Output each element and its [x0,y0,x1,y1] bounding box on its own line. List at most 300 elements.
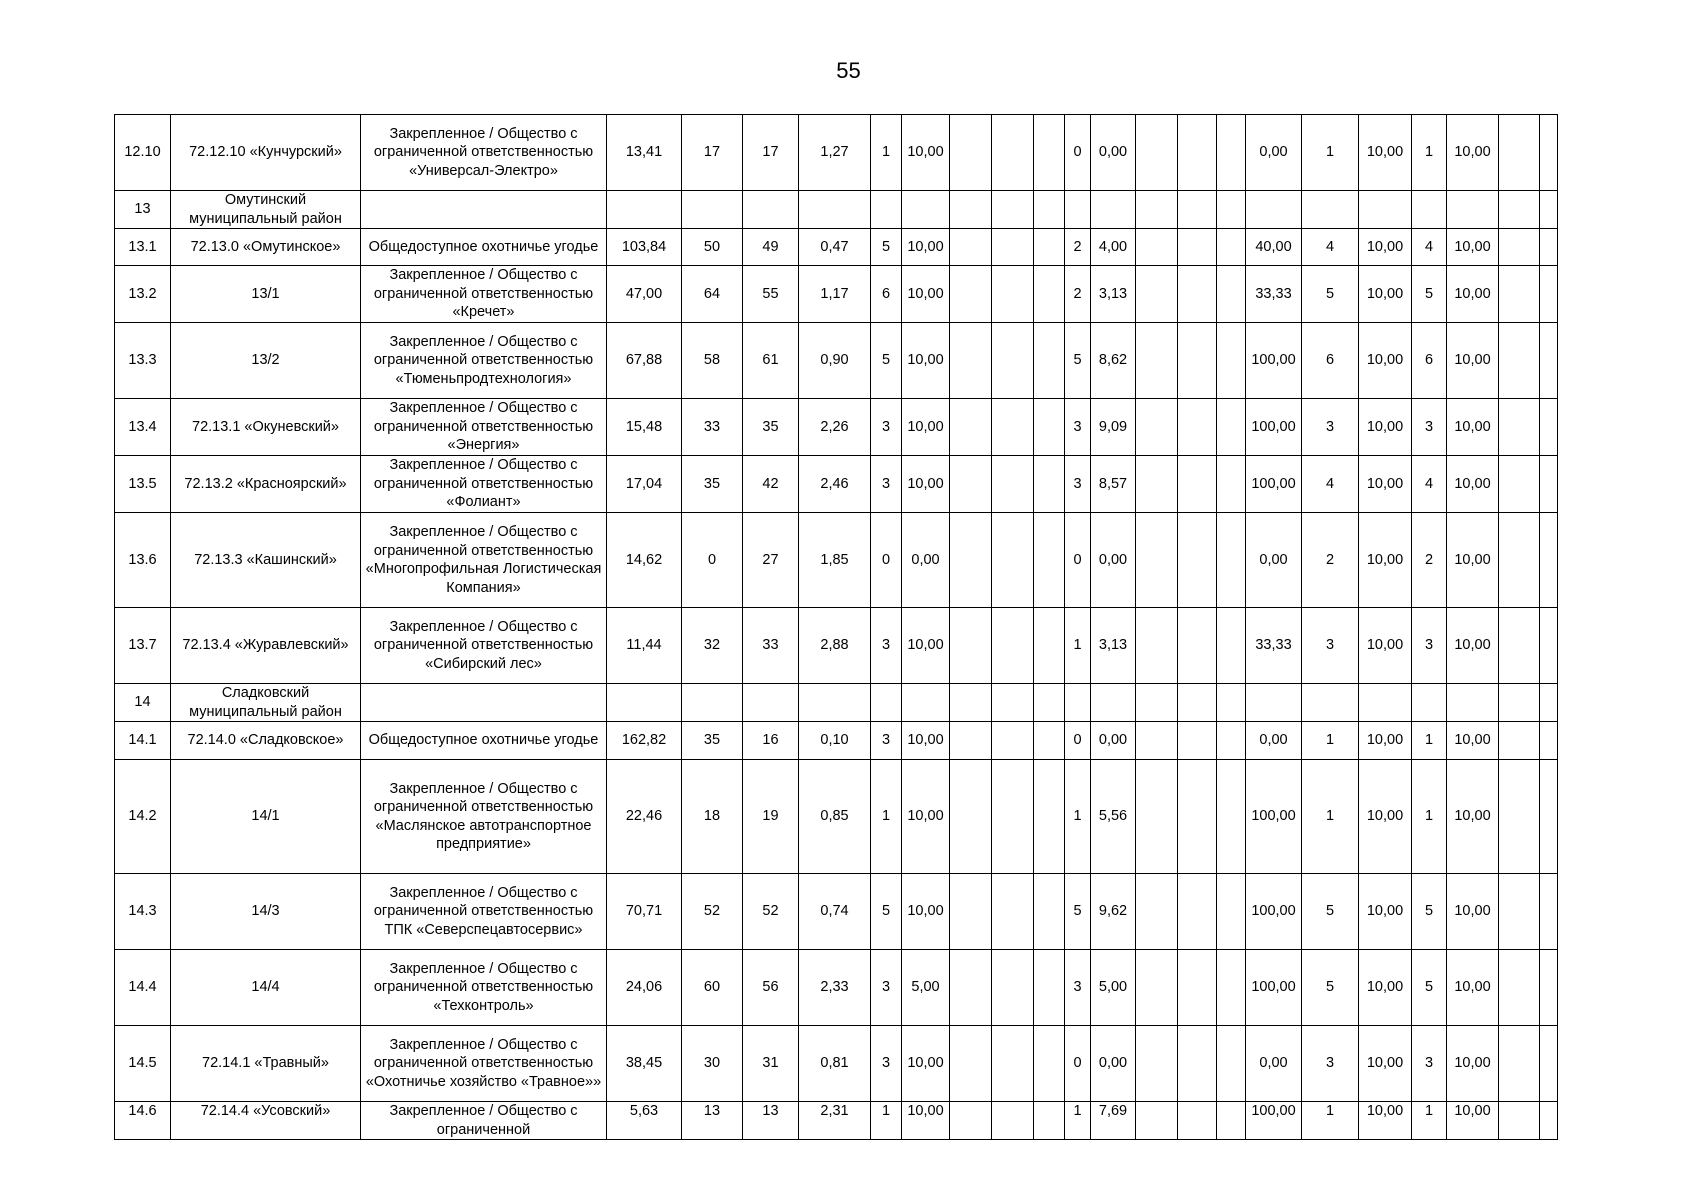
table-cell [1034,874,1065,950]
table-cell [1217,722,1246,760]
table-cell: 12.10 [115,115,171,191]
table-cell: 35 [682,456,743,513]
table-cell: 10,00 [1359,513,1412,608]
table-cell: 35 [682,722,743,760]
table-cell [1499,399,1540,456]
table-cell: 72.14.4 «Усовский» [171,1102,361,1140]
table-cell: 10,00 [902,874,950,950]
table-cell: 18 [682,760,743,874]
table-cell: 0 [871,513,902,608]
table-cell: 10,00 [902,323,950,399]
table-cell: 24,06 [607,950,682,1026]
table-cell [871,191,902,229]
table-cell [1136,191,1178,229]
table-cell: 3 [1302,1026,1359,1102]
table-cell: 13.5 [115,456,171,513]
table-cell: 10,00 [1447,1026,1499,1102]
table-cell: 10,00 [902,399,950,456]
table-cell [1034,1026,1065,1102]
table-cell: 13.1 [115,229,171,266]
table-cell: 10,00 [1359,874,1412,950]
table-cell: 13/1 [171,266,361,323]
table-cell: 67,88 [607,323,682,399]
table-row [115,760,1558,874]
table-cell: 1 [1302,115,1359,191]
table-cell [950,950,992,1026]
table-cell [607,191,682,229]
table-cell: 5,00 [902,950,950,1026]
table-cell: 31 [743,1026,799,1102]
table-cell [1499,1026,1540,1102]
table-cell: 10,00 [1359,760,1412,874]
table-cell [1217,950,1246,1026]
table-cell [1217,399,1246,456]
table-cell [1178,760,1217,874]
table-cell: 10,00 [1447,399,1499,456]
table-cell [950,513,992,608]
table-cell [1178,456,1217,513]
table-cell [1217,874,1246,950]
table-cell [1540,399,1558,456]
table-cell: 64 [682,266,743,323]
table-cell [1034,115,1065,191]
table-cell: 72.14.1 «Травный» [171,1026,361,1102]
table-cell: 100,00 [1246,950,1302,1026]
table-cell [1359,684,1412,722]
table-cell: 10,00 [902,229,950,266]
table-cell [1091,684,1136,722]
table-cell: Закрепленное / Общество с ограниченной ответственностью «Кречет» [361,266,607,323]
table-cell [1178,266,1217,323]
table-cell: 5,63 [607,1102,682,1140]
table-row [115,229,1558,266]
table-cell [1499,229,1540,266]
table-cell: 6 [1412,323,1447,399]
page-number: 55 [836,58,861,83]
table-cell: 0,90 [799,323,871,399]
table-cell [1540,323,1558,399]
table-cell [1034,229,1065,266]
table-row [115,191,1558,229]
table-cell: 10,00 [902,1026,950,1102]
table-cell: 14.1 [115,722,171,760]
table-cell: 10,00 [902,1102,950,1140]
table-cell [1359,191,1412,229]
table-cell: 100,00 [1246,323,1302,399]
table-cell: Сладковский муниципальный район [171,684,361,722]
table-cell: 5 [1065,323,1091,399]
table-cell: 13 [682,1102,743,1140]
table-cell: 0,85 [799,760,871,874]
table-cell: 10,00 [1447,1102,1499,1140]
table-cell [992,950,1034,1026]
table-cell: 55 [743,266,799,323]
table-cell [1412,684,1447,722]
table-cell [1136,874,1178,950]
table-cell [1540,456,1558,513]
table-cell: 40,00 [1246,229,1302,266]
table-cell [1136,760,1178,874]
table-cell: 10,00 [1359,399,1412,456]
table-cell: 1 [871,760,902,874]
table-cell [1136,229,1178,266]
table-cell: 14/4 [171,950,361,1026]
table-cell [1136,1102,1178,1140]
table-cell [1217,513,1246,608]
table-cell [799,191,871,229]
table-cell: 10,00 [1359,229,1412,266]
table-cell: 0,47 [799,229,871,266]
table-cell: 5,56 [1091,760,1136,874]
table-cell: 1 [1412,115,1447,191]
table-row [115,874,1558,950]
table-cell [1302,684,1359,722]
table-cell: 17 [743,115,799,191]
table-cell: 1 [1302,722,1359,760]
table-cell [1178,399,1217,456]
table-cell: Закрепленное / Общество с ограниченной ответственностью «Тюменьпродтехнология» [361,323,607,399]
table-cell: 16 [743,722,799,760]
table-cell: 0 [1065,722,1091,760]
table-cell [992,874,1034,950]
table-cell: 14.6 [115,1102,171,1140]
table-cell: 33,33 [1246,266,1302,323]
table-cell: 1 [1412,1102,1447,1140]
table-cell: 0,00 [1246,1026,1302,1102]
table-cell [1178,874,1217,950]
table-cell: 10,00 [1447,950,1499,1026]
table-cell: 17,04 [607,456,682,513]
table-cell [1178,1102,1217,1140]
table-cell: 4 [1412,456,1447,513]
table-cell: 0,00 [902,513,950,608]
table-cell: 5 [1302,874,1359,950]
table-cell: 10,00 [1359,1026,1412,1102]
table-cell [1178,229,1217,266]
table-cell: 33,33 [1246,608,1302,684]
table-cell: 3 [871,722,902,760]
table-cell [950,760,992,874]
table-cell: 14,62 [607,513,682,608]
table-cell [950,874,992,950]
table-cell: 3 [871,399,902,456]
table-cell [1540,115,1558,191]
table-cell: 6 [871,266,902,323]
table-cell [1034,513,1065,608]
table-cell: 5 [1302,266,1359,323]
table-cell [1499,266,1540,323]
table-cell: 10,00 [1359,266,1412,323]
table-cell: Омутинский муниципальный район [171,191,361,229]
table-cell [950,608,992,684]
table-cell: 0,00 [1091,513,1136,608]
table-cell [1136,722,1178,760]
table-cell [1217,760,1246,874]
table-cell [1540,874,1558,950]
table-cell [992,1102,1034,1140]
table-cell: Закрепленное / Общество с ограниченной ответственностью «Техконтроль» [361,950,607,1026]
table-cell [1136,115,1178,191]
table-cell: Закрепленное / Общество с ограниченной ответственностью «Фолиант» [361,456,607,513]
table-cell: 10,00 [1447,760,1499,874]
table-cell: 10,00 [1359,115,1412,191]
table-cell [950,323,992,399]
table-cell [682,684,743,722]
table-cell [1034,722,1065,760]
table-cell [1217,1102,1246,1140]
table-cell [1178,684,1217,722]
table-cell: 72.12.10 «Кунчурский» [171,115,361,191]
table-cell: 33 [743,608,799,684]
table-cell: 10,00 [1359,323,1412,399]
table-cell [1246,684,1302,722]
table-cell [743,684,799,722]
table-cell [950,115,992,191]
table-cell: 42 [743,456,799,513]
table-cell: 17 [682,115,743,191]
table-cell [1178,722,1217,760]
table-cell [1499,684,1540,722]
table-cell: 27 [743,513,799,608]
table-cell: 33 [682,399,743,456]
table-row [115,115,1558,191]
table-cell [950,266,992,323]
table-cell: 13.6 [115,513,171,608]
table-cell: 3 [1302,608,1359,684]
table-cell [992,191,1034,229]
table-cell [1217,684,1246,722]
table-row [115,513,1558,608]
table-cell [1302,191,1359,229]
table-cell: 14/3 [171,874,361,950]
table-cell [1034,608,1065,684]
table-cell: 61 [743,323,799,399]
table-cell [743,191,799,229]
table-cell [992,115,1034,191]
table-cell: 13.7 [115,608,171,684]
table-cell: 13,41 [607,115,682,191]
table-cell [1034,266,1065,323]
table-cell: 13 [743,1102,799,1140]
table-cell [1034,950,1065,1026]
table-cell [361,191,607,229]
table-cell: 0 [682,513,743,608]
table-cell: 10,00 [1447,608,1499,684]
table-cell [1499,1102,1540,1140]
table-cell [1217,323,1246,399]
table-cell: 30 [682,1026,743,1102]
table-cell [1034,456,1065,513]
table-cell: 5 [1412,950,1447,1026]
table-cell: 3 [871,456,902,513]
table-cell: 0 [1065,513,1091,608]
table-cell [1540,760,1558,874]
table-cell [1217,191,1246,229]
table-cell: 100,00 [1246,456,1302,513]
table-cell [1136,513,1178,608]
table-row [115,950,1558,1026]
table-cell: 5 [1302,950,1359,1026]
table-cell [1540,608,1558,684]
table-cell [1178,608,1217,684]
table-cell [1178,115,1217,191]
table-cell [1499,722,1540,760]
table-cell: 14 [115,684,171,722]
table-cell: 5 [1412,874,1447,950]
table-cell: 47,00 [607,266,682,323]
table-cell: 1,27 [799,115,871,191]
table-cell: 9,62 [1091,874,1136,950]
table-cell: 10,00 [902,722,950,760]
table-cell: 0,74 [799,874,871,950]
table-cell [871,684,902,722]
table-cell: 100,00 [1246,399,1302,456]
table-cell [1136,1026,1178,1102]
table-cell [1217,266,1246,323]
table-cell: 10,00 [902,760,950,874]
table-cell: Закрепленное / Общество с ограниченной ответственностью «Многопрофильная Логистическая Компания» [361,513,607,608]
table-cell: 0,81 [799,1026,871,1102]
table-cell [992,229,1034,266]
table-cell [1091,191,1136,229]
table-row [115,1102,1558,1140]
table-cell: 56 [743,950,799,1026]
table-row [115,266,1558,323]
table-cell: 0 [1065,1026,1091,1102]
table-cell [1246,191,1302,229]
table-cell: 10,00 [1359,608,1412,684]
table-cell: 4 [1412,229,1447,266]
table-cell: 13.2 [115,266,171,323]
table-cell [992,323,1034,399]
table-cell [1136,399,1178,456]
table-cell: 5 [1065,874,1091,950]
table-cell: 3 [1412,399,1447,456]
table-cell: 10,00 [1447,266,1499,323]
table-cell: 0,00 [1091,115,1136,191]
table-cell: 5 [871,229,902,266]
table-cell [1178,191,1217,229]
table-cell: Закрепленное / Общество с ограниченной [361,1102,607,1140]
table-cell [1136,608,1178,684]
table-cell [992,608,1034,684]
table-cell: 3 [871,1026,902,1102]
table-cell: 1,17 [799,266,871,323]
table-cell: 38,45 [607,1026,682,1102]
table-cell: 10,00 [1447,513,1499,608]
table-cell: 14.3 [115,874,171,950]
table-row [115,399,1558,456]
table-row [115,456,1558,513]
table-cell: 10,00 [902,608,950,684]
table-cell: 162,82 [607,722,682,760]
table-cell: 4 [1302,229,1359,266]
table-cell: 52 [682,874,743,950]
table-cell: 35 [743,399,799,456]
table-cell [1499,513,1540,608]
table-cell: 3 [1065,456,1091,513]
table-cell [1034,684,1065,722]
table-cell: 8,57 [1091,456,1136,513]
table-cell: 10,00 [1359,950,1412,1026]
table-cell [992,1026,1034,1102]
table-cell: 2,26 [799,399,871,456]
table-cell: 10,00 [1447,115,1499,191]
table-cell: 10,00 [902,115,950,191]
table-cell [950,1026,992,1102]
table-cell: 32 [682,608,743,684]
table-cell: 10,00 [1359,722,1412,760]
table-cell: 3 [871,950,902,1026]
table-cell: 2 [1065,229,1091,266]
table-cell: 0,00 [1091,1026,1136,1102]
table-cell: 1 [1302,1102,1359,1140]
table-cell: 100,00 [1246,874,1302,950]
table-cell [950,229,992,266]
table-row [115,608,1558,684]
table-cell [1217,456,1246,513]
table-row [115,684,1558,722]
table-cell [1499,608,1540,684]
table-cell [902,191,950,229]
table-cell: 22,46 [607,760,682,874]
table-cell [1034,1102,1065,1140]
table-cell [682,191,743,229]
table-cell: 1 [1302,760,1359,874]
table-cell [950,399,992,456]
table-cell: 3 [1065,950,1091,1026]
table-cell [1412,191,1447,229]
table-cell [1499,323,1540,399]
table-cell [361,684,607,722]
table-cell: 100,00 [1246,1102,1302,1140]
table-cell [1217,115,1246,191]
table-cell [992,399,1034,456]
table-cell: 0,00 [1091,722,1136,760]
table-cell: 72.13.1 «Окуневский» [171,399,361,456]
table-cell: Общедоступное охотничье угодье [361,229,607,266]
table-cell [992,266,1034,323]
table-cell: 5 [871,323,902,399]
table-row [115,323,1558,399]
table-cell: 1 [1065,608,1091,684]
table-cell: 7,69 [1091,1102,1136,1140]
table-cell: 10,00 [1447,323,1499,399]
table-cell [950,191,992,229]
table-cell: 15,48 [607,399,682,456]
table-cell: 60 [682,950,743,1026]
table-cell: 0,10 [799,722,871,760]
table-cell [1065,191,1091,229]
table-cell: 0,00 [1246,115,1302,191]
table-cell: 2 [1065,266,1091,323]
table-cell: 10,00 [902,456,950,513]
table-cell: 3,13 [1091,266,1136,323]
table-cell [992,513,1034,608]
table-cell [607,684,682,722]
table-cell: 5 [1412,266,1447,323]
table-cell: 11,44 [607,608,682,684]
table-cell: 13 [115,191,171,229]
table-cell: 70,71 [607,874,682,950]
table-cell [1499,115,1540,191]
table-cell: 2,31 [799,1102,871,1140]
table-cell [1136,323,1178,399]
table-cell: 3 [1412,1026,1447,1102]
table-cell [1540,1102,1558,1140]
table-cell [1034,760,1065,874]
table-cell [1540,266,1558,323]
